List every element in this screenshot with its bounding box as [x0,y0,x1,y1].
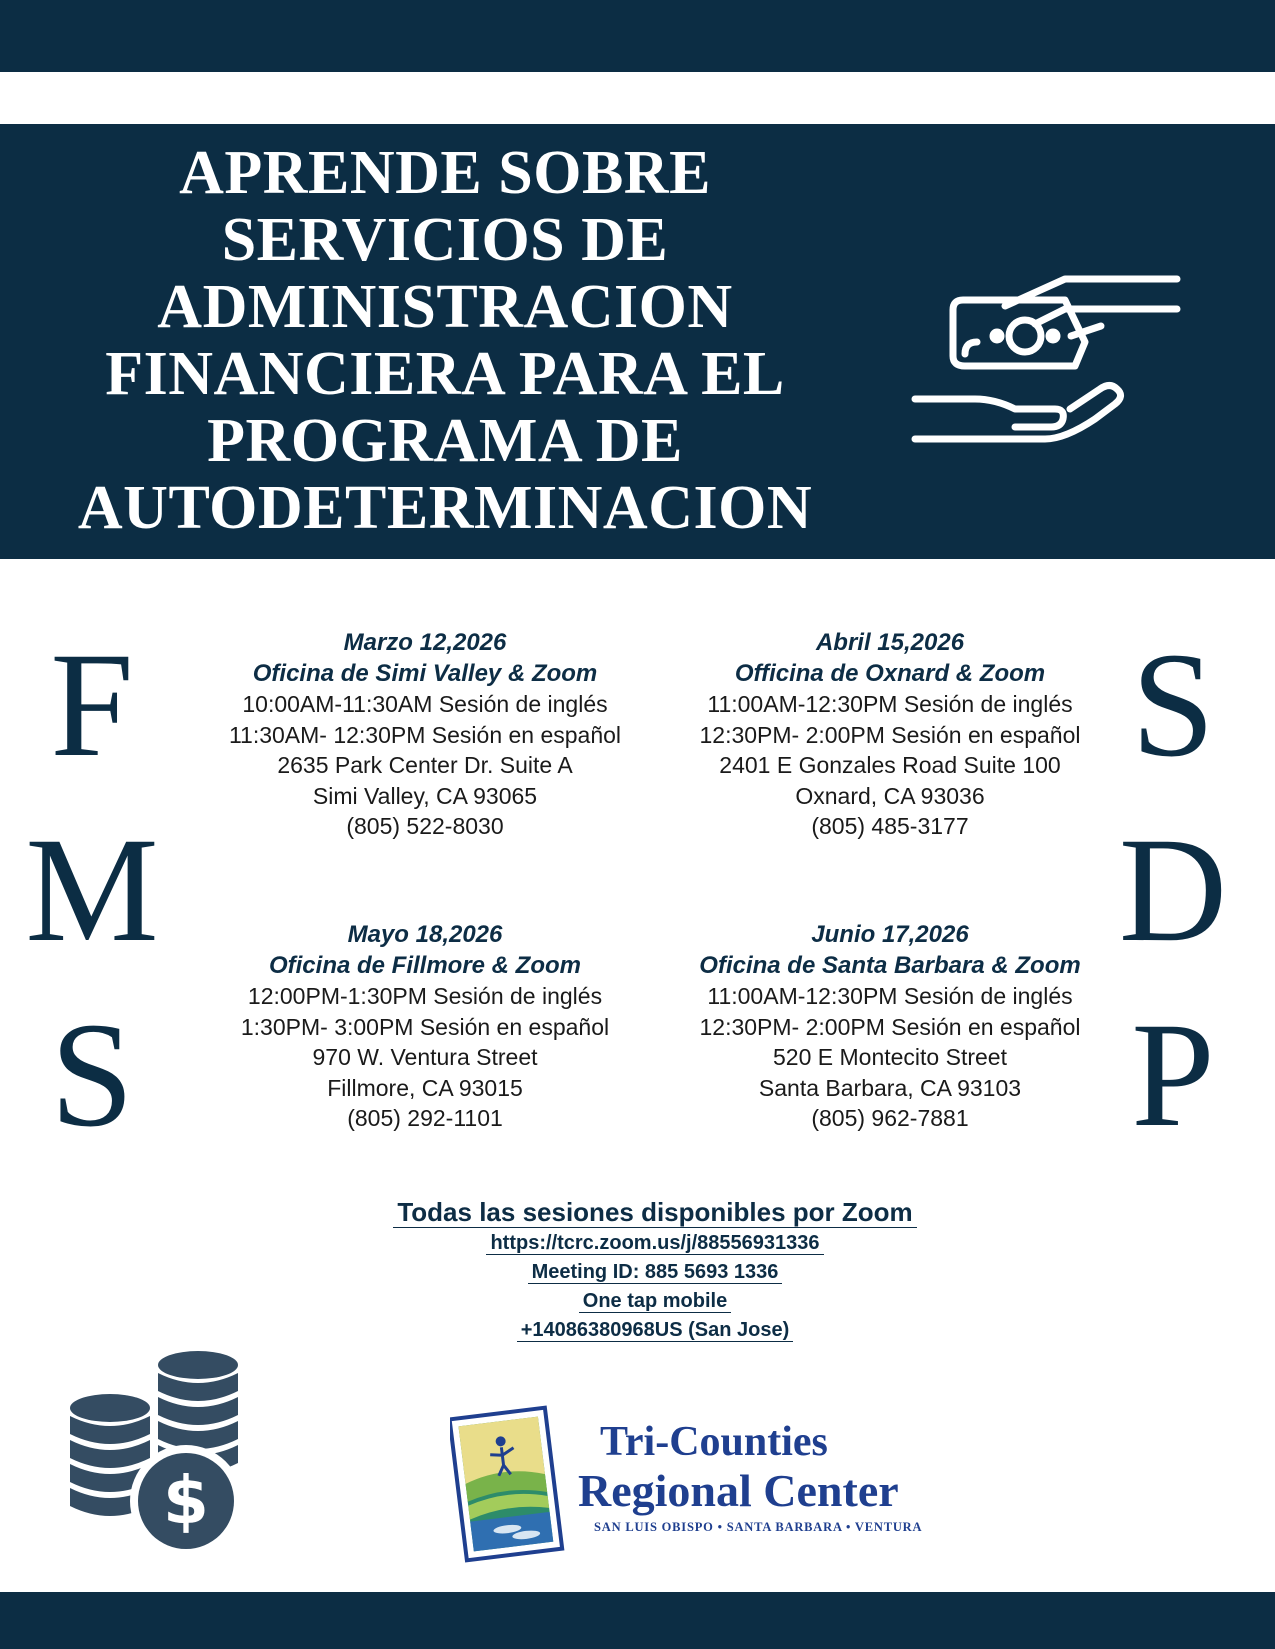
session-city: Oxnard, CA 93036 [795,782,985,809]
session-english-time: 11:00AM-12:30PM Sesión de inglés [707,983,1073,1009]
session-address: 970 W. Ventura Street [312,1044,538,1070]
session-office: Officina de Oxnard & Zoom [734,659,1046,687]
zoom-phone-link[interactable]: +14086380968US (San Jose) [517,1319,794,1342]
logo-title-line2: Regional Center [578,1465,899,1516]
page-title [60,140,830,542]
zoom-one-tap: One tap mobile [579,1290,731,1313]
hand-giving-money-icon [905,224,1185,464]
session-card [190,628,660,842]
session-date: Mayo 18,2026 [347,921,503,948]
session-phone: (805) 962-7881 [811,1105,969,1131]
zoom-meeting-id: Meeting ID: 885 5693 1336 [528,1261,783,1284]
session-spanish-time: 12:30PM- 2:00PM Sesión en español [699,1013,1081,1040]
session-date: Junio 17,2026 [811,921,969,948]
session-english-time: 11:00AM-12:30PM Sesión de inglés [707,691,1073,717]
top-bar [0,0,1275,72]
session-phone: (805) 485-3177 [811,813,969,839]
logo-title-line1: Tri-Counties [600,1419,828,1465]
title-line: PROGRAMA DE [207,407,683,475]
session-card [190,920,660,1134]
title-line: AUTODETERMINACION [77,474,813,542]
session-city: Fillmore, CA 93015 [327,1074,523,1101]
fms-letter-m: M [25,807,159,973]
session-office: Oficina de Simi Valley & Zoom [252,659,598,687]
sdp-letter-d: D [1118,807,1228,973]
title-line: SERVICIOS DE [221,206,669,274]
svg-text:$: $ [163,1462,209,1539]
zoom-heading: Todas las sesiones disponibles por Zoom [393,1197,916,1228]
session-address: 2635 Park Center Dr. Suite A [277,752,573,778]
session-card [655,920,1125,1134]
session-date: Abril 15,2026 [815,629,965,656]
session-city: Simi Valley, CA 93065 [312,782,538,809]
session-spanish-time: 11:30AM- 12:30PM Sesión en español [228,721,622,748]
session-address: 2401 E Gonzales Road Suite 100 [719,752,1061,778]
session-spanish-time: 12:30PM- 2:00PM Sesión en español [699,721,1081,748]
sdp-letter-s: S [1131,622,1215,788]
title-line: FINANCIERA PARA EL [105,340,785,408]
zoom-info [300,1195,1010,1345]
sdp-letter-p: P [1131,992,1215,1158]
session-office: Oficina de Fillmore & Zoom [268,951,582,979]
session-office: Oficina de Santa Barbara & Zoom [699,951,1081,979]
session-english-time: 10:00AM-11:30AM Sesión de inglés [242,691,608,717]
session-english-time: 12:00PM-1:30PM Sesión de inglés [247,983,603,1009]
fms-letter-s: S [50,992,134,1158]
session-card [655,628,1125,842]
logo-subtitle: SAN LUIS OBISPO • SANTA BARBARA • VENTURA [594,1520,923,1534]
session-address: 520 E Montecito Street [773,1044,1007,1070]
title-line: APRENDE SOBRE [179,139,711,207]
title-banner [0,124,1275,559]
bottom-bar [0,1592,1275,1649]
coin-stack-dollar-icon [68,1343,248,1558]
session-phone: (805) 292-1101 [347,1105,503,1131]
session-date: Marzo 12,2026 [343,629,507,656]
zoom-link[interactable]: https://tcrc.zoom.us/j/88556931336 [486,1232,823,1255]
title-line: ADMINISTRACION [157,273,733,341]
session-spanish-time: 1:30PM- 3:00PM Sesión en español [240,1013,610,1040]
fms-letter-f: F [50,622,134,788]
session-city: Santa Barbara, CA 93103 [758,1074,1022,1101]
session-phone: (805) 522-8030 [346,813,504,839]
